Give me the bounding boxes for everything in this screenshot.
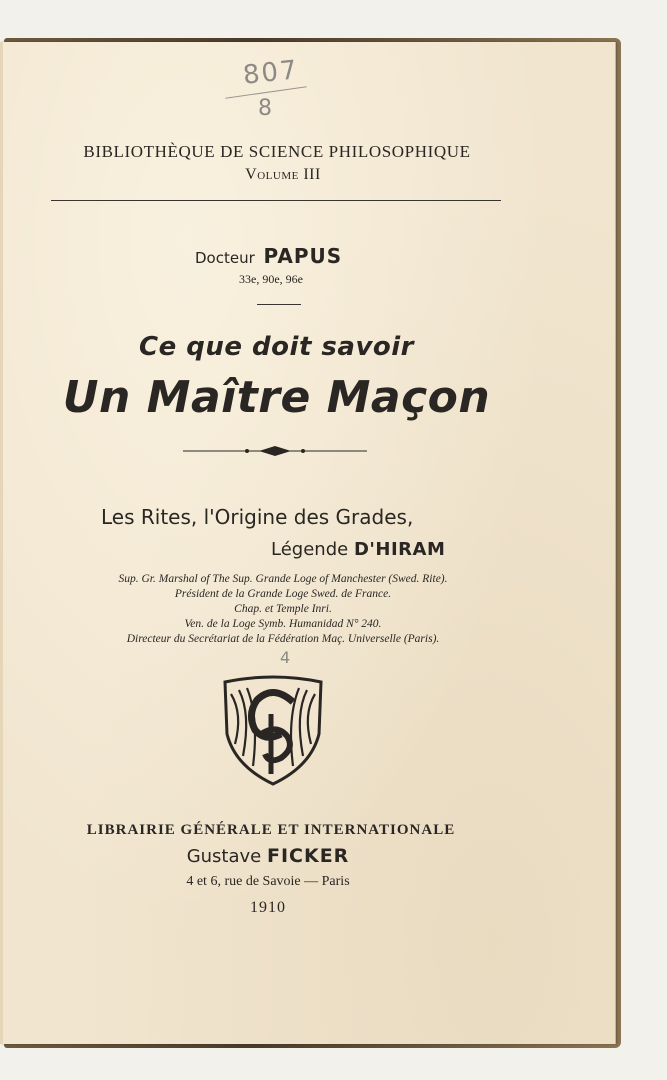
pencil-mark-four: 4 — [280, 648, 291, 667]
author-name: PAPUS — [263, 244, 343, 268]
series-title: BIBLIOTHÈQUE DE SCIENCE PHILOSOPHIQUE — [83, 142, 471, 161]
volume-number: Volume III — [245, 166, 321, 183]
author-title-line: Sup. Gr. Marshal of The Sup. Grande Loge of Manchester (Swed. Rite). — [118, 573, 448, 585]
title-page — [0, 42, 615, 1044]
ornament-divider — [183, 444, 367, 458]
pencil-shelfmark: 807 — [241, 55, 301, 91]
publisher-address: 4 et 6, rue de Savoie — Paris — [186, 874, 350, 889]
publication-year: 1910 — [250, 899, 286, 916]
publisher-house: LIBRAIRIE GÉNÉRALE ET INTERNATIONALE — [86, 822, 456, 838]
publisher-surname: FICKER — [266, 845, 350, 867]
pencil-shelfmark-sub: 8 — [258, 96, 272, 121]
author-degrees: 33e, 90e, 96e — [239, 272, 303, 286]
subtitle-line-2 — [271, 539, 445, 560]
publisher-name — [3, 845, 533, 867]
title-line-1: Ce que doit savoir — [138, 332, 414, 362]
divider-rule — [51, 200, 501, 201]
author-prefix: Docteur — [195, 249, 255, 267]
title-line-2: Un Maître Maçon — [62, 372, 491, 423]
publisher-first-name: Gustave — [186, 846, 262, 867]
author-title-line: Ven. de la Loge Symb. Humanidad N° 240. — [184, 618, 382, 630]
subtitle-hiram: D'HIRAM — [353, 539, 446, 560]
author-titles — [3, 572, 563, 647]
short-rule — [257, 304, 301, 305]
publisher-emblem-icon — [221, 674, 325, 786]
author-title-line: Président de la Grande Loge Swed. de France. — [174, 588, 392, 600]
author-line — [195, 244, 342, 268]
subtitle-line-1: Les Rites, l'Origine des Grades, — [101, 505, 414, 529]
subtitle-legende: Légende — [271, 539, 349, 560]
author-title-line: Chap. et Temple Inri. — [234, 603, 332, 615]
author-title-line: Directeur du Secrétariat de la Fédération Maç. Universelle (Paris). — [126, 633, 440, 645]
